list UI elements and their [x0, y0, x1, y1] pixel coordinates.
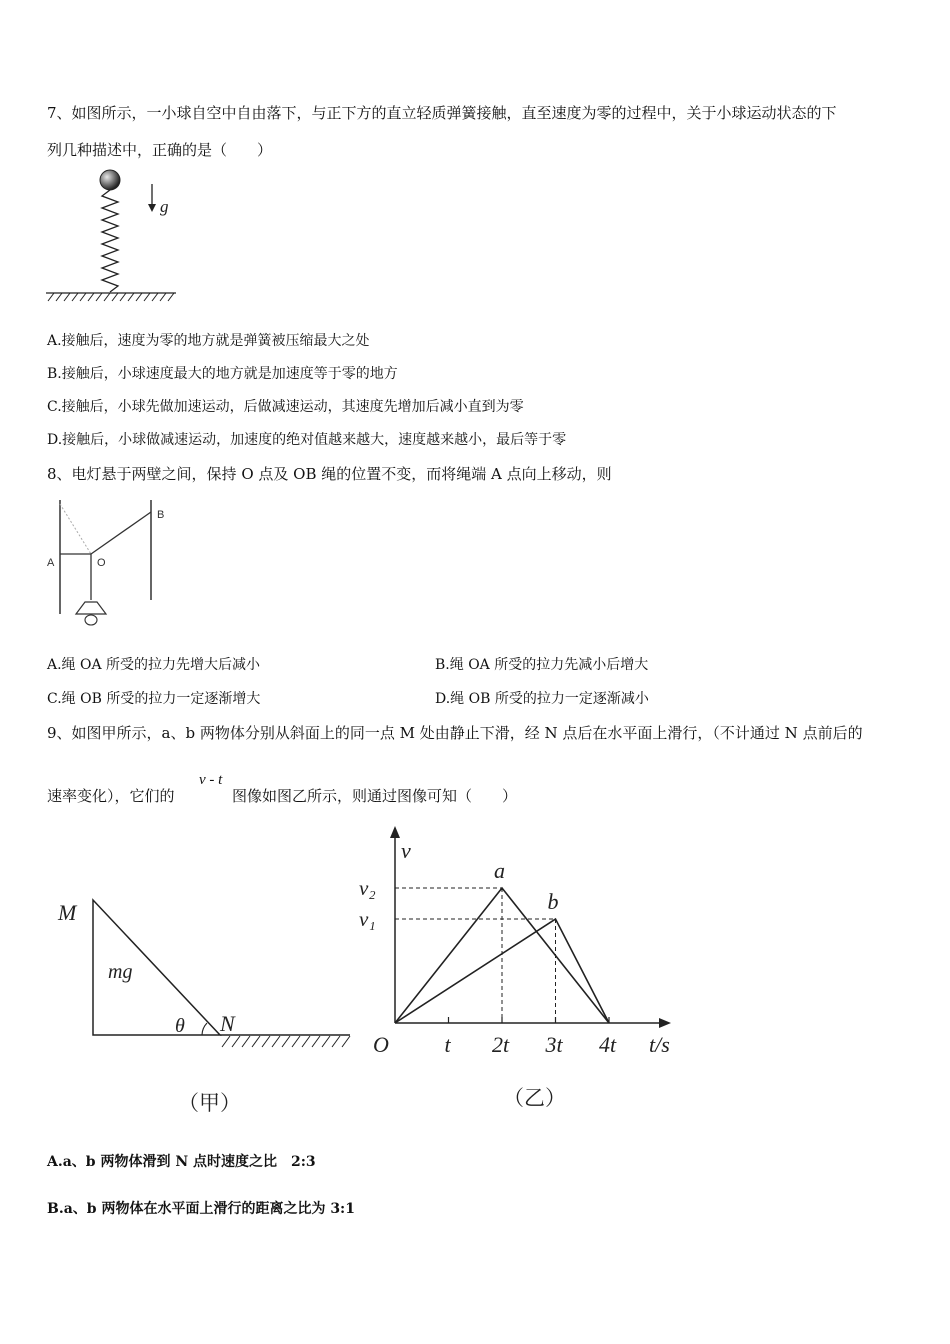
q8-option-d[interactable]: D.绳 OB 所受的拉力一定逐渐减小 [435, 691, 649, 707]
x-tick-label: t [444, 1032, 451, 1057]
label-a: A [47, 557, 55, 569]
q9-stem-line1: 9、如图甲所示，a、b 两物体分别从斜面上的同一点 M 处由静止下滑，经 N 点后在水平面上滑行，（不计通过 N 点前后的 [47, 724, 863, 742]
label-b: B [157, 509, 165, 521]
q7-stem-line1: 7、如图所示，一小球自空中自由落下，与正下方的直立轻质弹簧接触，直至速度为零的过程中，关于小球运动状态的下 [47, 104, 837, 122]
x-tick-label: 2t [492, 1032, 510, 1057]
q7-spring-figure [40, 160, 200, 310]
q9-option-a[interactable]: A.a、b 两物体滑到 N 点时速度之比 2:3 [47, 1154, 316, 1170]
ground-hatch [48, 293, 174, 301]
q9-option-b[interactable]: B.a、b 两物体在水平面上滑行的距离之比为 3:1 [47, 1201, 355, 1217]
q8-option-a[interactable]: A.绳 OA 所受的拉力先增大后减小 [47, 657, 261, 673]
caption-yi: （乙） [503, 1086, 566, 1110]
ball [100, 170, 120, 190]
point-label-a: a [494, 858, 505, 883]
q7-option-b[interactable]: B.接触后，小球速度最大的地方就是加速度等于零的地方 [47, 366, 398, 382]
y-axis-label: v [401, 838, 411, 863]
x-axis-label: t/s [649, 1032, 670, 1057]
q7-option-d[interactable]: D.接触后，小球做减速运动，加速度的绝对值越来越大，速度越来越小，最后等于零 [47, 432, 567, 448]
label-mg: mg [108, 961, 133, 983]
q9-vt-chart [355, 820, 695, 1120]
q8-stem: 8、电灯悬于两壁之间，保持 O 点及 OB 绳的位置不变，而将绳端 A 点向上移动，则 [47, 465, 612, 483]
g-label: g [160, 197, 169, 216]
q7-stem-line2: 列几种描述中，正确的是（ ） [47, 141, 273, 159]
angle-arc [202, 1023, 207, 1035]
q9-stem-line2-post: 图像如图乙所示，则通过图像可知（ ） [232, 787, 518, 805]
origin-label: O [373, 1032, 389, 1057]
q8-option-b[interactable]: B.绳 OA 所受的拉力先减小后增大 [435, 657, 649, 673]
label-theta: θ [175, 1015, 185, 1037]
ground-hatch [222, 1036, 350, 1047]
point-label-b: b [547, 889, 559, 915]
y-tick-label-v1: v₁ [359, 907, 376, 932]
q9-vt-symbol: v - t [199, 772, 223, 788]
q7-option-c[interactable]: C.接触后，小球先做加速运动，后做减速运动，其速度先增加后减小直到为零 [47, 399, 524, 415]
spring [102, 190, 118, 292]
label-n: N [220, 1011, 235, 1036]
q8-lamp-figure [44, 496, 174, 636]
lamp-shade-icon [76, 602, 106, 614]
q9-stem-line2-pre: 速率变化），它们的 [47, 787, 175, 805]
rope-oa-dashed [60, 504, 91, 554]
q9-incline-figure [50, 885, 360, 1125]
caption-jia: （甲） [178, 1091, 241, 1115]
q8-option-c[interactable]: C.绳 OB 所受的拉力一定逐渐增大 [47, 691, 261, 707]
y-axis-arrow-icon [390, 826, 400, 838]
label-o: O [97, 557, 106, 569]
x-axis-arrow-icon [659, 1018, 671, 1028]
y-tick-label-v2: v₂ [359, 876, 376, 900]
q7-option-a[interactable]: A.接触后，速度为零的地方就是弹簧被压缩最大之处 [47, 333, 370, 349]
x-tick-label: 4t [599, 1032, 617, 1057]
rope-ob [91, 512, 151, 554]
label-m: M [58, 900, 77, 925]
x-tick-label: 3t [545, 1032, 563, 1057]
lamp-bulb-icon [85, 615, 97, 625]
